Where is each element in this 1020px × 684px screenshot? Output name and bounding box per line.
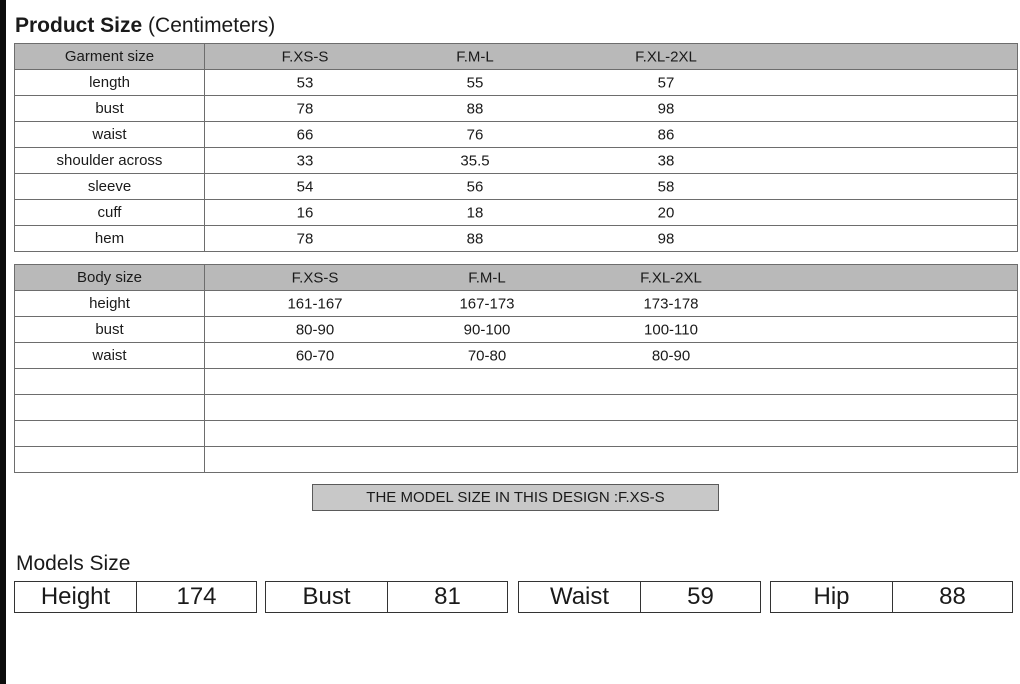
model-hip-value: 88	[939, 583, 966, 610]
models-size-title: Models Size	[16, 552, 131, 575]
row-label: hem	[15, 226, 205, 252]
table-row	[15, 96, 1018, 122]
row-label: length	[15, 70, 205, 96]
row-values	[205, 174, 1018, 200]
table-row	[15, 343, 1018, 369]
row-label: sleeve	[15, 174, 205, 200]
row-label: height	[15, 291, 205, 317]
row-values	[205, 369, 1018, 395]
table-cell: 161-167	[287, 295, 343, 312]
row-values	[205, 122, 1018, 148]
model-height-label: Height	[15, 582, 137, 612]
model-height-value: 174	[176, 583, 217, 610]
table-cell: 57	[657, 74, 675, 91]
row-label: bust	[15, 96, 205, 122]
table-cell: 66	[296, 126, 314, 143]
model-hip-label: Hip	[771, 582, 893, 612]
model-height-box	[14, 581, 257, 613]
model-hip-box	[770, 581, 1013, 613]
table-cell: 88	[466, 230, 484, 247]
row-values	[205, 70, 1018, 96]
table-header-row	[15, 265, 1018, 291]
table-row	[15, 174, 1018, 200]
table-row	[15, 291, 1018, 317]
header-cell: F.M-L	[468, 269, 506, 286]
row-values	[205, 226, 1018, 252]
table-row-empty	[15, 447, 1018, 473]
row-values	[205, 96, 1018, 122]
table-cell: 35.5	[460, 152, 490, 169]
header-cell: F.XS-S	[291, 269, 339, 286]
table-row	[15, 317, 1018, 343]
row-label: bust	[15, 317, 205, 343]
table-cell: 78	[296, 100, 314, 117]
table-row-empty	[15, 421, 1018, 447]
table-cell: 100-110	[644, 321, 698, 338]
table-cell: 33	[296, 152, 314, 169]
row-values	[205, 343, 1018, 369]
header-cell: Body size	[15, 265, 205, 291]
row-label	[15, 395, 205, 421]
row-label: cuff	[15, 200, 205, 226]
row-values	[205, 395, 1018, 421]
table-row	[15, 200, 1018, 226]
table-cell: 80-90	[651, 347, 691, 364]
table-cell: 70-80	[467, 347, 507, 364]
header-cell: F.XL-2XL	[640, 269, 702, 286]
table-cell: 88	[466, 100, 484, 117]
table-row-empty	[15, 369, 1018, 395]
table-cell: 18	[466, 204, 484, 221]
model-size-note: THE MODEL SIZE IN THIS DESIGN :F.XS-S	[312, 484, 719, 511]
table-cell: 98	[657, 230, 675, 247]
table-cell: 16	[296, 204, 314, 221]
table-cell: 86	[657, 126, 675, 143]
model-waist-label: Waist	[519, 582, 641, 612]
row-values	[205, 291, 1018, 317]
header-cell: F.XL-2XL	[635, 48, 697, 65]
title-main: Product Size	[15, 14, 143, 37]
header-cell: F.XS-S	[281, 48, 329, 65]
model-bust-label: Bust	[266, 582, 388, 612]
table-cell: 55	[466, 74, 484, 91]
table-cell: 20	[657, 204, 675, 221]
table-cell: 60-70	[295, 347, 335, 364]
table-row-empty	[15, 395, 1018, 421]
table-cell: 38	[657, 152, 675, 169]
table-row	[15, 70, 1018, 96]
model-bust-box	[265, 581, 508, 613]
table-cell: 173-178	[643, 295, 699, 312]
table-cell: 98	[657, 100, 675, 117]
row-label	[15, 447, 205, 473]
header-cell: F.M-L	[456, 48, 494, 65]
row-values	[205, 148, 1018, 174]
table-row	[15, 148, 1018, 174]
table-cell: 53	[296, 74, 314, 91]
row-label: waist	[15, 122, 205, 148]
table-cell: 76	[466, 126, 484, 143]
table-cell: 167-173	[459, 295, 515, 312]
table-cell: 78	[296, 230, 314, 247]
table-cell: 58	[657, 178, 675, 195]
model-bust-value: 81	[434, 583, 461, 610]
table-row	[15, 122, 1018, 148]
table-cell: 90-100	[463, 321, 511, 338]
body-size-table	[14, 264, 1018, 473]
row-values	[205, 421, 1018, 447]
page-title	[15, 14, 275, 38]
model-waist-value: 59	[687, 583, 714, 610]
table-header-row	[15, 44, 1018, 70]
model-waist-box	[518, 581, 761, 613]
title-unit: (Centimeters)	[148, 14, 276, 37]
row-label: waist	[15, 343, 205, 369]
row-label	[15, 369, 205, 395]
left-edge-bar	[0, 0, 6, 684]
table-cell: 56	[466, 178, 484, 195]
table-row	[15, 226, 1018, 252]
row-values	[205, 200, 1018, 226]
header-cell: Garment size	[15, 44, 205, 70]
row-values	[205, 447, 1018, 473]
header-values	[205, 265, 1018, 291]
row-label: shoulder across	[15, 148, 205, 174]
table-cell: 80-90	[295, 321, 335, 338]
row-values	[205, 317, 1018, 343]
header-values	[205, 44, 1018, 70]
garment-size-table	[14, 43, 1018, 252]
table-cell: 54	[296, 178, 314, 195]
row-label	[15, 421, 205, 447]
